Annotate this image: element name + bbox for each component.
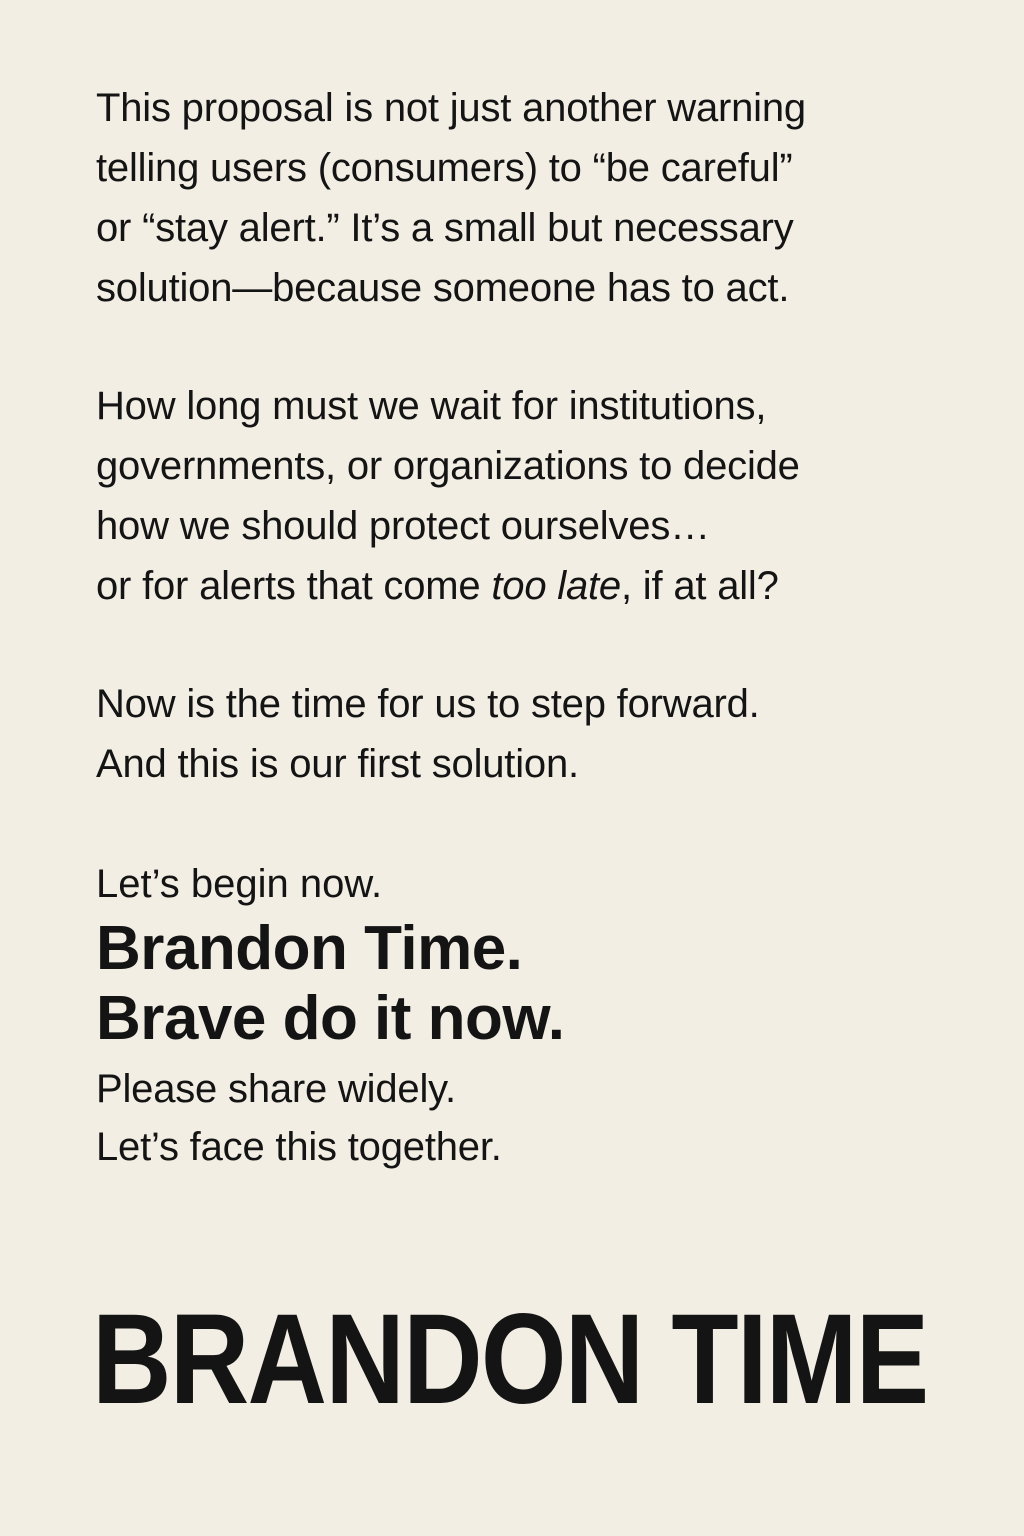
question-line: how we should protect ourselves… [96, 504, 710, 548]
question-last-line [96, 556, 996, 616]
intro-paragraph [96, 78, 996, 318]
lead-text: Let’s begin now. [96, 862, 383, 906]
action-line: And this is our first solution. [96, 742, 579, 786]
action-line: Now is the time for us to step forward. [96, 682, 760, 726]
call-to-action [96, 1060, 996, 1176]
cta-line-2: Let’s face this together. [96, 1125, 502, 1169]
cta-line-1: Please share widely. [96, 1067, 456, 1111]
question-last-prefix: or for alerts that come [96, 564, 492, 608]
intro-line: This proposal is not just another warning [96, 86, 806, 130]
brand-wordmark: BRANDON TIME [92, 1288, 928, 1431]
intro-line: telling users (consumers) to “be careful” [96, 146, 793, 190]
document-body [96, 78, 996, 1176]
headline-line-1: Brandon Time. [96, 914, 523, 983]
action-paragraph [96, 674, 996, 794]
intro-line: solution—because someone has to act. [96, 266, 790, 310]
question-paragraph [96, 376, 996, 616]
question-line: How long must we wait for institutions, [96, 384, 767, 428]
headline-line-2: Brave do it now. [96, 984, 565, 1053]
emphasis-text: too late [491, 564, 621, 608]
question-line: governments, or organizations to decide [96, 444, 800, 488]
question-last-suffix: , if at all? [620, 564, 779, 608]
intro-line: or “stay alert.” It’s a small but necessary [96, 206, 794, 250]
